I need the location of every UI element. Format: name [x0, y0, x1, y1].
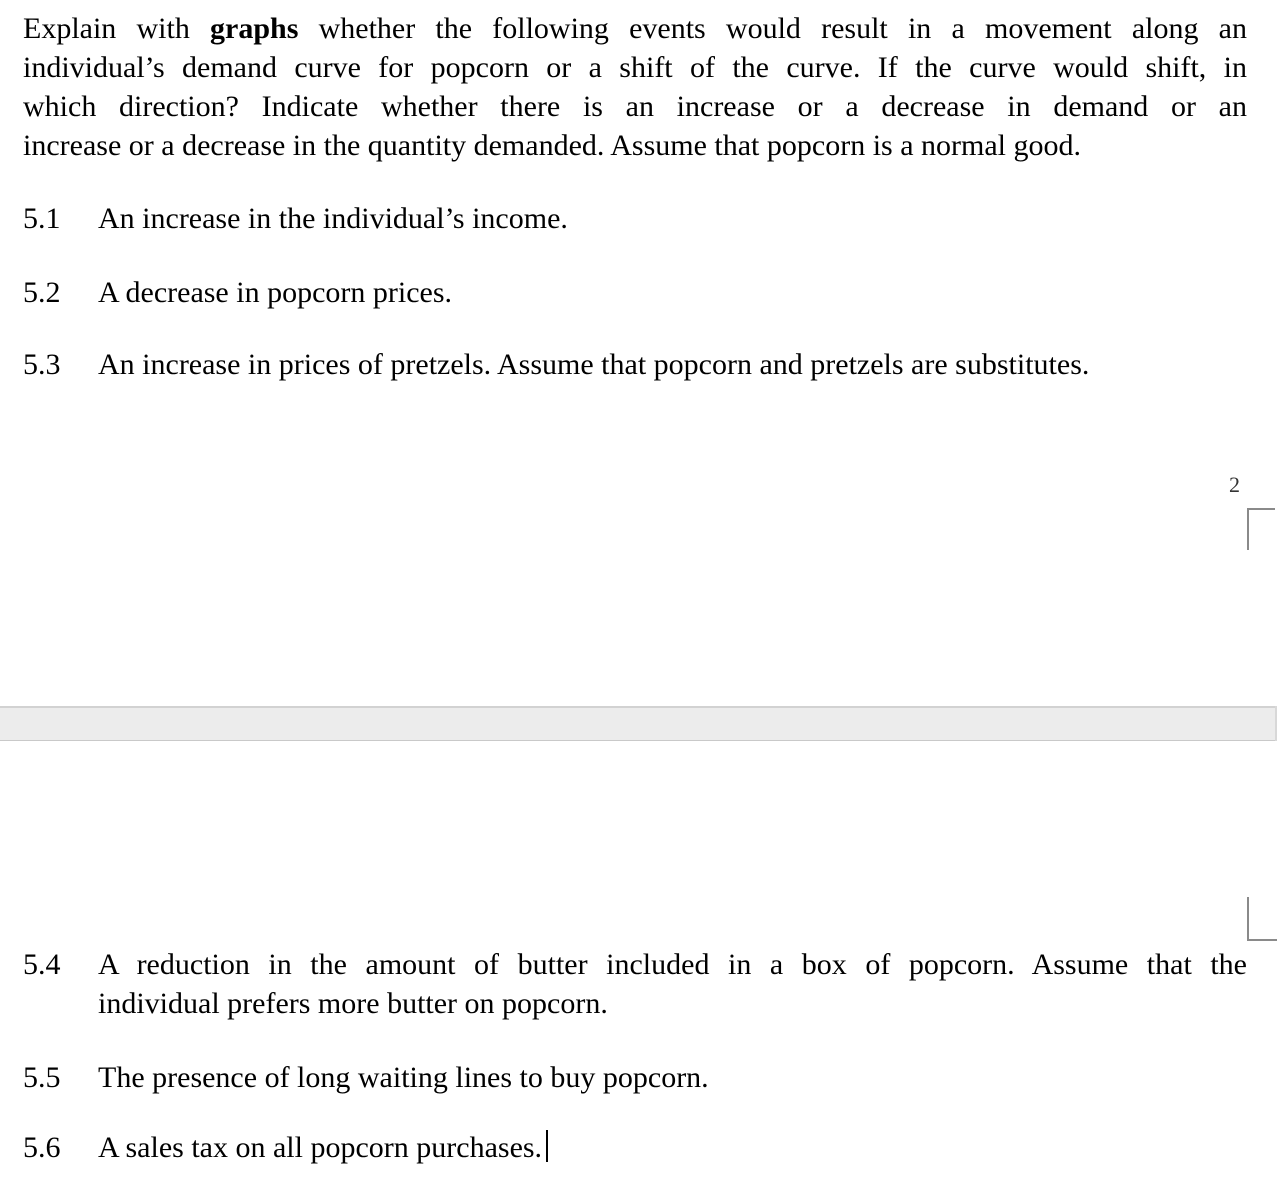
question-number: 5.2	[23, 276, 61, 309]
question-text: A sales tax on all popcorn purchases.	[98, 1131, 543, 1164]
question-text-line-1: A reduction in the amount of butter included in a box of popcorn. Assume that the	[98, 948, 1247, 981]
question-text: A decrease in popcorn prices.	[98, 276, 453, 309]
question-text-container[interactable]	[98, 1128, 1247, 1167]
instructions-line-4: increase or a decrease in the quantity demanded. Assume that popcorn is a normal good.	[23, 129, 1081, 162]
question-5-3	[23, 345, 1247, 384]
question-number: 5.4	[23, 948, 61, 981]
question-text: The presence of long waiting lines to buy popcorn.	[98, 1061, 709, 1094]
page-corner-mark-top	[1247, 508, 1275, 550]
question-number: 5.5	[23, 1061, 61, 1094]
emphasis-graphs: graphs	[210, 12, 299, 45]
instructions-line-3: which direction? Indicate whether there is an increase or a decrease in demand or an	[23, 90, 1247, 123]
question-5-4	[23, 945, 1247, 1023]
page-corner-mark-bottom	[1247, 897, 1277, 941]
question-5-6	[23, 1128, 1247, 1167]
page-break-gap	[0, 706, 1277, 741]
question-number: 5.3	[23, 348, 61, 381]
question-number: 5.6	[23, 1131, 61, 1164]
question-5-5	[23, 1058, 1247, 1097]
question-text: An increase in the individual’s income.	[98, 202, 568, 235]
question-text-line-2: individual prefers more butter on popcorn.	[98, 987, 608, 1020]
question-text: An increase in prices of pretzels. Assume that popcorn and pretzels are substitutes.	[98, 348, 1090, 381]
instructions-paragraph	[23, 9, 1247, 165]
instructions-line-1: Explain with graphs whether the following events would result in a movement along an	[23, 12, 1247, 45]
question-5-2	[23, 273, 1247, 312]
text-insertion-cursor	[546, 1130, 548, 1162]
page-number: 2	[1229, 472, 1240, 497]
question-5-1	[23, 199, 1247, 238]
question-number: 5.1	[23, 202, 61, 235]
instructions-line-2: individual’s demand curve for popcorn or a shift of the curve. If the curve would shift, in	[23, 51, 1247, 84]
